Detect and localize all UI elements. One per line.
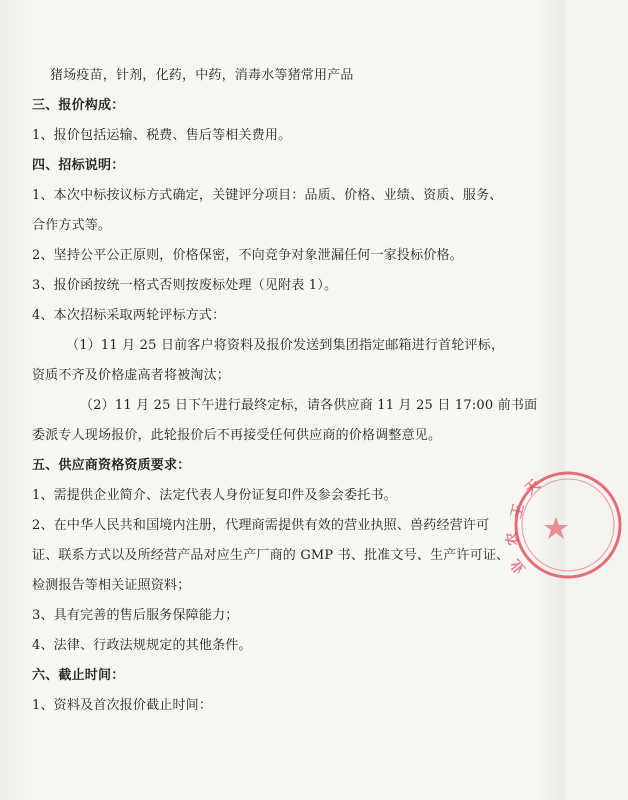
paragraph-qualification-item-4: 4、法律、行政法规规定的其他条件。 [32, 638, 252, 653]
paragraph-qualification-item-1: 1、需提供企业简介、法定代表人身份证复印件及参会委托书。 [32, 488, 397, 503]
paragraph-qualification-item-2-cont-2: 检测报告等相关证照资料； [32, 578, 191, 593]
paragraph-product-scope: 猪场疫苗，针剂，化药，中药，消毒水等猪常用产品 [50, 68, 354, 83]
paragraph-tender-item-2: 2、坚持公平公正原则，价格保密，不向竞争对象泄漏任何一家投标价格。 [32, 248, 463, 263]
paragraph-tender-item-3: 3、报价函按统一格式否则按废标处理（见附表 1）。 [32, 278, 338, 293]
paragraph-round-1: （1）11 月 25 日前客户将资料及报价发送到集团指定邮箱进行首轮评标， [66, 338, 505, 353]
paragraph-tender-item-1-cont: 合作方式等。 [32, 218, 112, 233]
paragraph-quote-item-1: 1、报价包括运输、税费、售后等相关费用。 [32, 128, 292, 143]
paragraph-round-1-cont: 资质不齐及价格虚高者将被淘汰； [32, 368, 231, 383]
section-heading-supplier-qualifications: 五、供应商资格资质要求： [32, 458, 191, 473]
svg-text:王: 王 [508, 502, 528, 521]
section-heading-quote-composition: 三、报价构成： [32, 98, 125, 113]
svg-text:业: 业 [507, 555, 530, 577]
paragraph-tender-item-4: 4、本次招标采取两轮评标方式： [32, 308, 226, 323]
paragraph-deadline-item-1: 1、资料及首次报价截止时间： [32, 698, 213, 713]
paragraph-round-2-cont: 委派专人现场报价，此轮报价后不再接受任何供应商的价格调整意见。 [32, 428, 442, 443]
paragraph-tender-item-1: 1、本次中标按议标方式确定，关键评分项目：品质、价格、业绩、资质、服务、 [32, 188, 503, 203]
svg-text:农: 农 [503, 530, 522, 548]
section-heading-deadline: 六、截止时间： [32, 668, 125, 683]
svg-text:天: 天 [522, 476, 544, 499]
paragraph-qualification-item-2: 2、在中华人民共和国境内注册，代理商需提供有效的营业执照、兽药经营许可 [32, 518, 490, 533]
paragraph-qualification-item-2-cont: 证、联系方式以及所经营产品对应生产厂商的 GMP 书、批准文号、生产许可证、 [32, 548, 510, 563]
paragraph-qualification-item-3: 3、具有完善的售后服务保障能力； [32, 608, 239, 623]
company-seal-stamp [503, 455, 628, 595]
paragraph-round-2: （2）11 月 25 日下午进行最终定标，请各供应商 11 月 25 日 17:00 前书面 [80, 398, 538, 413]
section-heading-tender-notes: 四、招标说明： [32, 158, 125, 173]
